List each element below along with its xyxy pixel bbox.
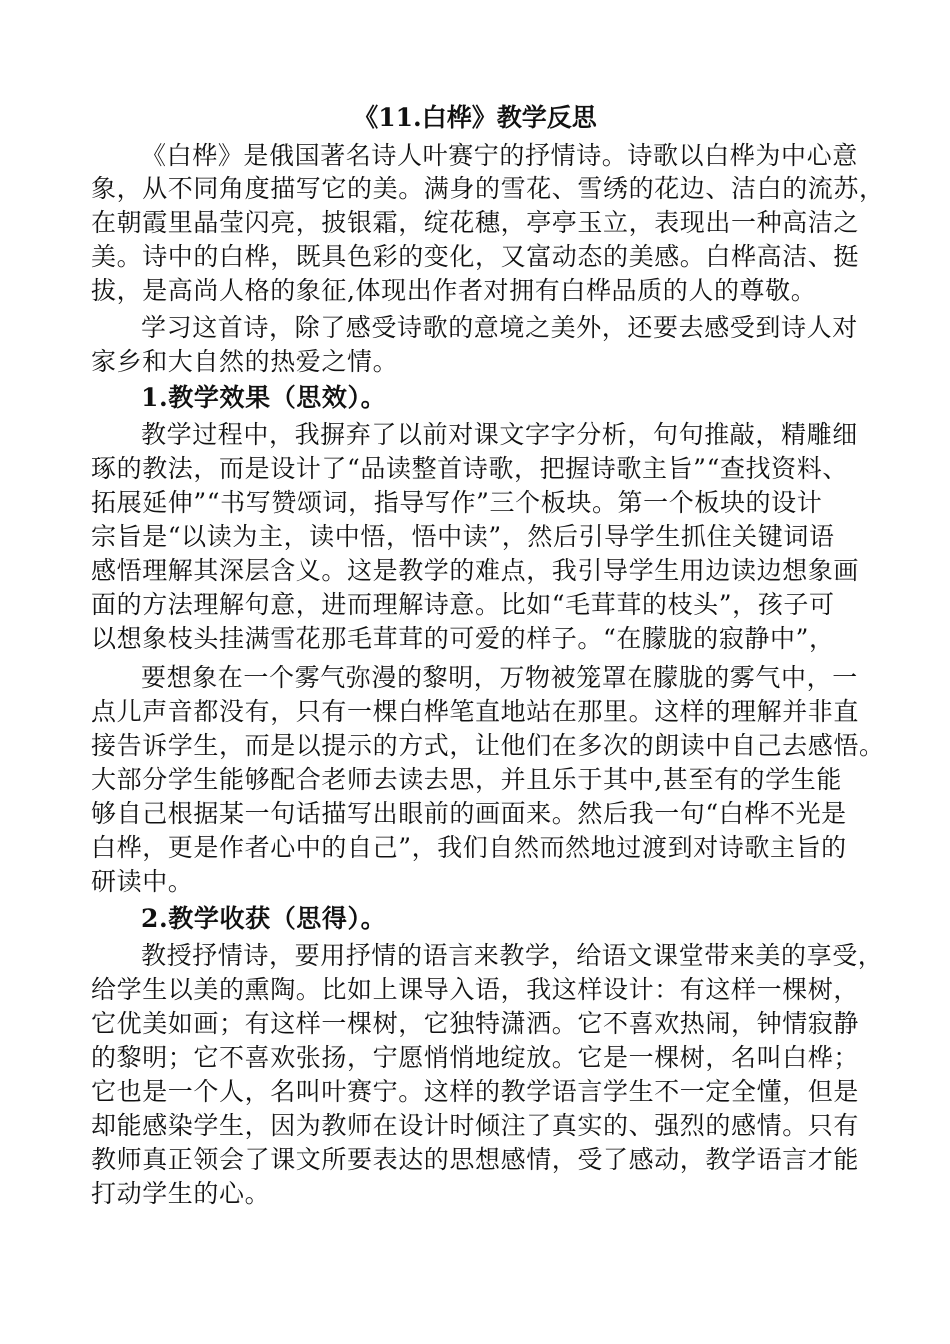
paragraph-line: 它也是一个人，名叫叶赛宁。这样的教学语言学生不一定全懂，但是 bbox=[91, 1077, 860, 1106]
paragraph-line: 教授抒情诗，要用抒情的语言来教学，给语文课堂带来美的享受， bbox=[141, 941, 884, 970]
paragraph-line: 琢的教法，而是设计了“品读整首诗歌，把握诗歌主旨”“查找资料、 bbox=[91, 454, 848, 483]
paragraph-line: 象，从不同角度描写它的美。满身的雪花、雪绣的花边、洁白的流苏， bbox=[91, 174, 885, 203]
paragraph-line: 学习这首诗，除了感受诗歌的意境之美外，还要去感受到诗人对 bbox=[141, 313, 858, 342]
paragraph-line: 《白桦》是俄国著名诗人叶赛宁的抒情诗。诗歌以白桦为中心意 bbox=[141, 141, 858, 170]
page-title: 《11.白桦》教学反思 bbox=[353, 103, 597, 132]
paragraph-line: 在朝霞里晶莹闪亮，披银霜，绽花穗，亭亭玉立，表现出一种高洁之 bbox=[91, 208, 860, 237]
paragraph-line: 教师真正领会了课文所要表达的思想感情，受了感动，教学语言才能 bbox=[91, 1145, 860, 1174]
paragraph-line: 拔，是高尚人格的象征,体现出作者对拥有白桦品质的人的尊敬。 bbox=[91, 276, 817, 305]
paragraph-line: 给学生以美的熏陶。比如上课导入语，我这样设计：有这样一棵树， bbox=[91, 975, 860, 1004]
paragraph-line: 接告诉学生，而是以提示的方式，让他们在多次的朗读中自己去感悟。 bbox=[91, 731, 885, 760]
paragraph-line: 要想象在一个雾气弥漫的黎明，万物被笼罩在朦胧的雾气中，一 bbox=[141, 663, 858, 692]
paragraph-line: 家乡和大自然的热爱之情。 bbox=[91, 347, 399, 376]
paragraph-line: 面的方法理解句意，进而理解诗意。比如“毛茸茸的枝头”，孩子可 bbox=[91, 590, 835, 619]
paragraph-line: 打动学生的心。 bbox=[91, 1179, 271, 1208]
paragraph-line: 点儿声音都没有，只有一棵白桦笔直地站在那里。这样的理解并非直 bbox=[91, 697, 860, 726]
paragraph-line: 感悟理解其深层含义。这是教学的难点，我引导学生用边读边想象画 bbox=[91, 556, 860, 585]
paragraph-line: 研读中。 bbox=[91, 867, 194, 896]
paragraph-line: 教学过程中，我摒弃了以前对课文字字分析，句句推敲，精雕细 bbox=[141, 420, 858, 449]
section-heading-1: 1.教学效果（思效）。 bbox=[141, 383, 387, 412]
paragraph-line: 白桦，更是作者心中的自己”，我们自然而然地过渡到对诗歌主旨的 bbox=[91, 833, 847, 862]
paragraph-line: 宗旨是“以读为主，读中悟，悟中读”，然后引导学生抓住关键词语 bbox=[91, 522, 835, 551]
paragraph-line: 美。诗中的白桦，既具色彩的变化，又富动态的美感。白桦高洁、挺 bbox=[91, 242, 860, 271]
paragraph-line: 却能感染学生，因为教师在设计时倾注了真实的、强烈的感情。只有 bbox=[91, 1111, 860, 1140]
paragraph-line: 大部分学生能够配合老师去读去思，并且乐于其中,甚至有的学生能 bbox=[91, 765, 842, 794]
paragraph-line: 拓展延伸”“书写赞颂词，指导写作”三个板块。第一个板块的设计 bbox=[91, 488, 823, 517]
paragraph-line: 的黎明；它不喜欢张扬，宁愿悄悄地绽放。它是一棵树，名叫白桦； bbox=[91, 1043, 860, 1072]
section-heading-2: 2.教学收获（思得）。 bbox=[141, 904, 387, 933]
paragraph-line: 以想象枝头挂满雪花那毛茸茸的可爱的样子。“在朦胧的寂静中”， bbox=[91, 624, 835, 653]
paragraph-line: 它优美如画；有这样一棵树，它独特潇洒。它不喜欢热闹，钟情寂静 bbox=[91, 1009, 860, 1038]
paragraph-line: 够自己根据某一句话描写出眼前的画面来。然后我一句“白桦不光是 bbox=[91, 799, 847, 828]
